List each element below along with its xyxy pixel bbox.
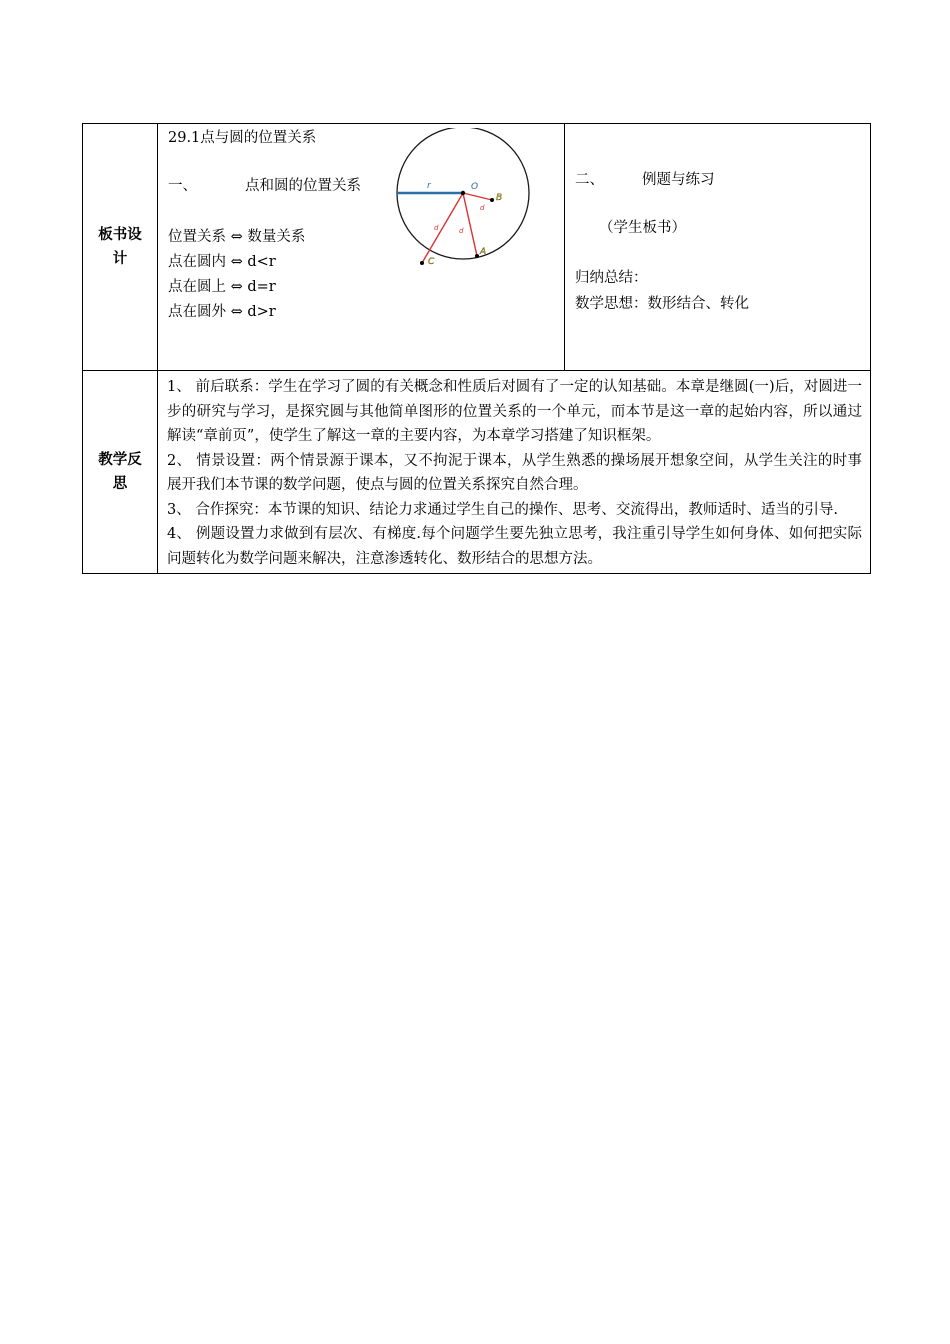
- relation-line-1: 点在圆内 ⇔ d<r: [168, 254, 276, 270]
- relation-line-2: 点在圆上 ⇔ d=r: [168, 279, 276, 295]
- center-point: [461, 191, 465, 195]
- distance-label-b: d: [480, 204, 485, 212]
- point-c-label: C: [428, 257, 435, 267]
- lesson-table: [82, 123, 871, 574]
- reflection-label-line1: 教学反: [98, 452, 142, 468]
- reflection-content: [158, 371, 871, 574]
- reflection-label-line2: 思: [112, 476, 128, 492]
- reflection-row: [83, 371, 871, 574]
- reflection-label: [83, 371, 158, 574]
- reflection-item-3: 3、 合作探究：本节课的知识、结论力求通过学生自己的操作、思考、交流得出，教师适时、适当的引导.: [167, 501, 838, 518]
- circle-figure: [396, 128, 532, 268]
- radius-label: r: [427, 181, 431, 191]
- point-a-dot: [475, 254, 479, 258]
- board-left-cell: [158, 124, 565, 371]
- point-c-dot: [420, 261, 424, 265]
- point-a-label: A: [480, 247, 487, 257]
- distance-line-b: [463, 193, 492, 200]
- board-design-label-line2: 计: [112, 251, 128, 267]
- distance-line-a: [463, 193, 477, 256]
- point-b-dot: [490, 198, 494, 202]
- section-two-num: 二、: [575, 172, 604, 188]
- board-title: 29.1点与圆的位置关系: [168, 130, 317, 146]
- relation-line-3: 点在圆外 ⇔ d>r: [168, 304, 276, 320]
- reflection-item-2: 2、 情景设置：两个情景源于课本，又不拘泥于课本，从学生熟悉的操场展开想象空间，从学生关注的时事展开我们本节课的数学问题，使点与圆的位置关系探究自然合理。: [167, 452, 862, 493]
- section-one-num: 一、: [168, 178, 197, 194]
- section-one-title: 点和圆的位置关系: [245, 178, 361, 194]
- board-right-cell: [565, 124, 871, 371]
- section-two-heading: [575, 170, 715, 190]
- section-one-heading: [168, 176, 361, 196]
- board-design-label: [83, 124, 158, 371]
- summary-title: 归纳总结：: [575, 270, 648, 286]
- reflection-item-4: 4、 例题设置力求做到有层次、有梯度.每个问题学生要先独立思考，我注重引导学生如何身体、如何把实际问题转化为数学问题来解决，注意渗透转化、数形结合的思想方法。: [167, 526, 862, 567]
- point-b-label: B: [496, 193, 503, 203]
- student-board: （学生板书）: [599, 220, 686, 236]
- board-design-label-line1: 板书设: [98, 227, 142, 243]
- distance-label-a: d: [459, 227, 464, 235]
- section-two-title: 例题与练习: [642, 172, 715, 188]
- distance-label-c: d: [434, 224, 439, 232]
- reflection-item-1: 1、 前后联系：学生在学习了圆的有关概念和性质后对圆有了一定的认知基础。本章是继圆(一)后，对圆进一步的研究与学习，是探究圆与其他简单图形的位置关系的一个单元，而本节是这一章的起始内容，所以通过解读“章前页”，使学生了解这一章的主要内容，为本章学习搭建了知识框架。: [167, 379, 862, 444]
- center-label: O: [471, 182, 479, 192]
- summary-text: 数学思想：数形结合、转化: [575, 296, 749, 312]
- distance-line-c: [422, 193, 463, 263]
- relation-line-0: 位置关系 ⇔ 数量关系: [168, 229, 306, 245]
- board-design-row: [83, 124, 871, 371]
